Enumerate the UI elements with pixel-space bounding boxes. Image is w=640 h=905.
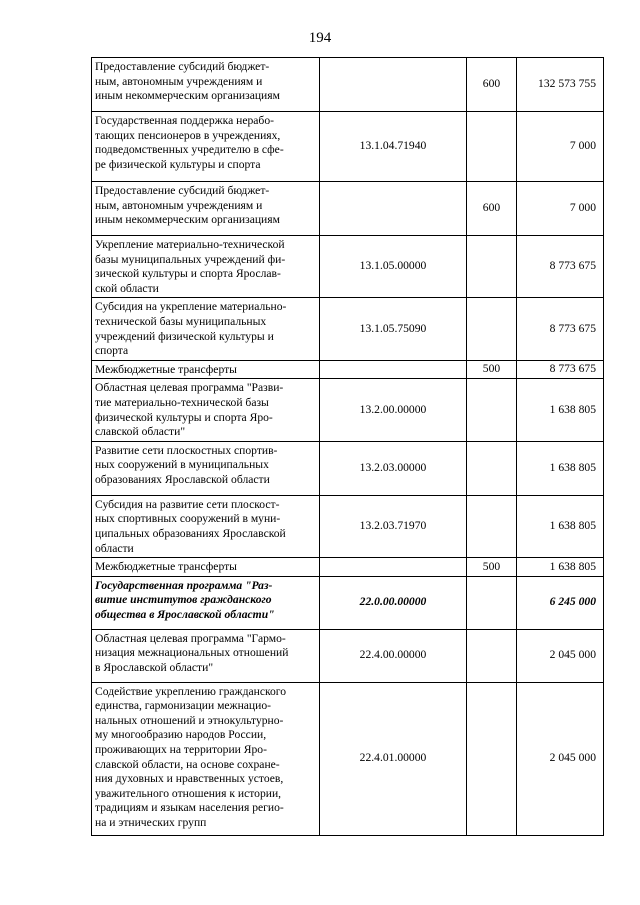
table-row (92, 236, 604, 298)
row-vr-cell (467, 576, 517, 629)
row-code-cell (320, 558, 467, 577)
row-vr-cell: 500 (467, 558, 517, 577)
row-vr-cell (467, 112, 517, 182)
table-row (92, 379, 604, 441)
table-row (92, 576, 604, 629)
row-code-cell: 13.1.04.71940 (320, 112, 467, 182)
row-name-cell: Содействие укреплению гражданского единства, гармонизации межнацио- нальных отношений и этнокультурно- му многообразию народов России, проживающих на территории Яро- славской области, на основе сохране- ния духовных и нравственных устоев, уважительного отношения к истории, традициям и языкам населения регио- на и этнических групп (92, 682, 320, 835)
row-vr-cell: 600 (467, 182, 517, 236)
row-name-cell: Государственная программа "Раз- витие институтов гражданского общества в Ярославской области" (92, 576, 320, 629)
row-amount-cell: 1 638 805 (517, 441, 604, 495)
table-row (92, 182, 604, 236)
table-row (92, 112, 604, 182)
row-vr-cell (467, 441, 517, 495)
row-name-cell: Областная целевая программа "Разви- тие материально-технической базы физической культуры и спорта Яро- славской области" (92, 379, 320, 441)
table-row (92, 558, 604, 577)
row-code-cell: 13.2.00.00000 (320, 379, 467, 441)
row-vr-cell (467, 379, 517, 441)
row-name-cell: Государственная поддержка нерабо- тающих пенсионеров в учреждениях, подведомственных учредителю в сфе- ре физической культуры и спорта (92, 112, 320, 182)
row-name-cell: Развитие сети плоскостных спортив- ных сооружений в муниципальных образованиях Ярославской области (92, 441, 320, 495)
row-name-cell: Межбюджетные трансферты (92, 558, 320, 577)
row-amount-cell: 7 000 (517, 182, 604, 236)
row-vr-cell: 600 (467, 58, 517, 112)
row-name-cell: Укрепление материально-технической базы муниципальных учреждений фи- зической культуры и спорта Ярослав- ской области (92, 236, 320, 298)
row-amount-cell: 2 045 000 (517, 682, 604, 835)
table-row (92, 629, 604, 682)
row-vr-cell (467, 298, 517, 360)
row-name-cell: Субсидия на развитие сети плоскост- ных спортивных сооружений в муни- ципальных образованиях Ярославской области (92, 495, 320, 557)
row-code-cell: 13.2.03.00000 (320, 441, 467, 495)
row-vr-cell (467, 236, 517, 298)
row-code-cell (320, 360, 467, 379)
table-row (92, 441, 604, 495)
row-code-cell: 22.4.00.00000 (320, 629, 467, 682)
page-number: 194 (308, 30, 332, 46)
row-code-cell (320, 182, 467, 236)
row-vr-cell: 500 (467, 360, 517, 379)
row-vr-cell (467, 495, 517, 557)
row-code-cell (320, 58, 467, 112)
table-row (92, 495, 604, 557)
row-name-cell: Субсидия на укрепление материально- технической базы муниципальных учреждений физической культуры и спорта (92, 298, 320, 360)
row-amount-cell: 6 245 000 (517, 576, 604, 629)
row-code-cell: 13.1.05.75090 (320, 298, 467, 360)
table-row (92, 58, 604, 112)
row-amount-cell: 1 638 805 (517, 379, 604, 441)
row-amount-cell: 8 773 675 (517, 298, 604, 360)
row-vr-cell (467, 629, 517, 682)
row-code-cell: 22.4.01.00000 (320, 682, 467, 835)
row-amount-cell: 1 638 805 (517, 558, 604, 577)
row-name-cell: Предоставление субсидий бюджет- ным, автономным учреждениям и иным некоммерческим организациям (92, 58, 320, 112)
row-amount-cell: 2 045 000 (517, 629, 604, 682)
row-amount-cell: 1 638 805 (517, 495, 604, 557)
row-code-cell: 13.1.05.00000 (320, 236, 467, 298)
table-row (92, 298, 604, 360)
row-code-cell: 22.0.00.00000 (320, 576, 467, 629)
row-name-cell: Предоставление субсидий бюджет- ным, автономным учреждениям и иным некоммерческим организациям (92, 182, 320, 236)
row-amount-cell: 7 000 (517, 112, 604, 182)
row-code-cell: 13.2.03.71970 (320, 495, 467, 557)
table-row (92, 360, 604, 379)
table-body (92, 58, 604, 836)
row-amount-cell: 8 773 675 (517, 236, 604, 298)
row-amount-cell: 132 573 755 (517, 58, 604, 112)
row-vr-cell (467, 682, 517, 835)
row-name-cell: Областная целевая программа "Гармо- низация межнациональных отношений в Ярославской области" (92, 629, 320, 682)
budget-table (91, 57, 604, 836)
row-amount-cell: 8 773 675 (517, 360, 604, 379)
table-row (92, 682, 604, 835)
row-name-cell: Межбюджетные трансферты (92, 360, 320, 379)
